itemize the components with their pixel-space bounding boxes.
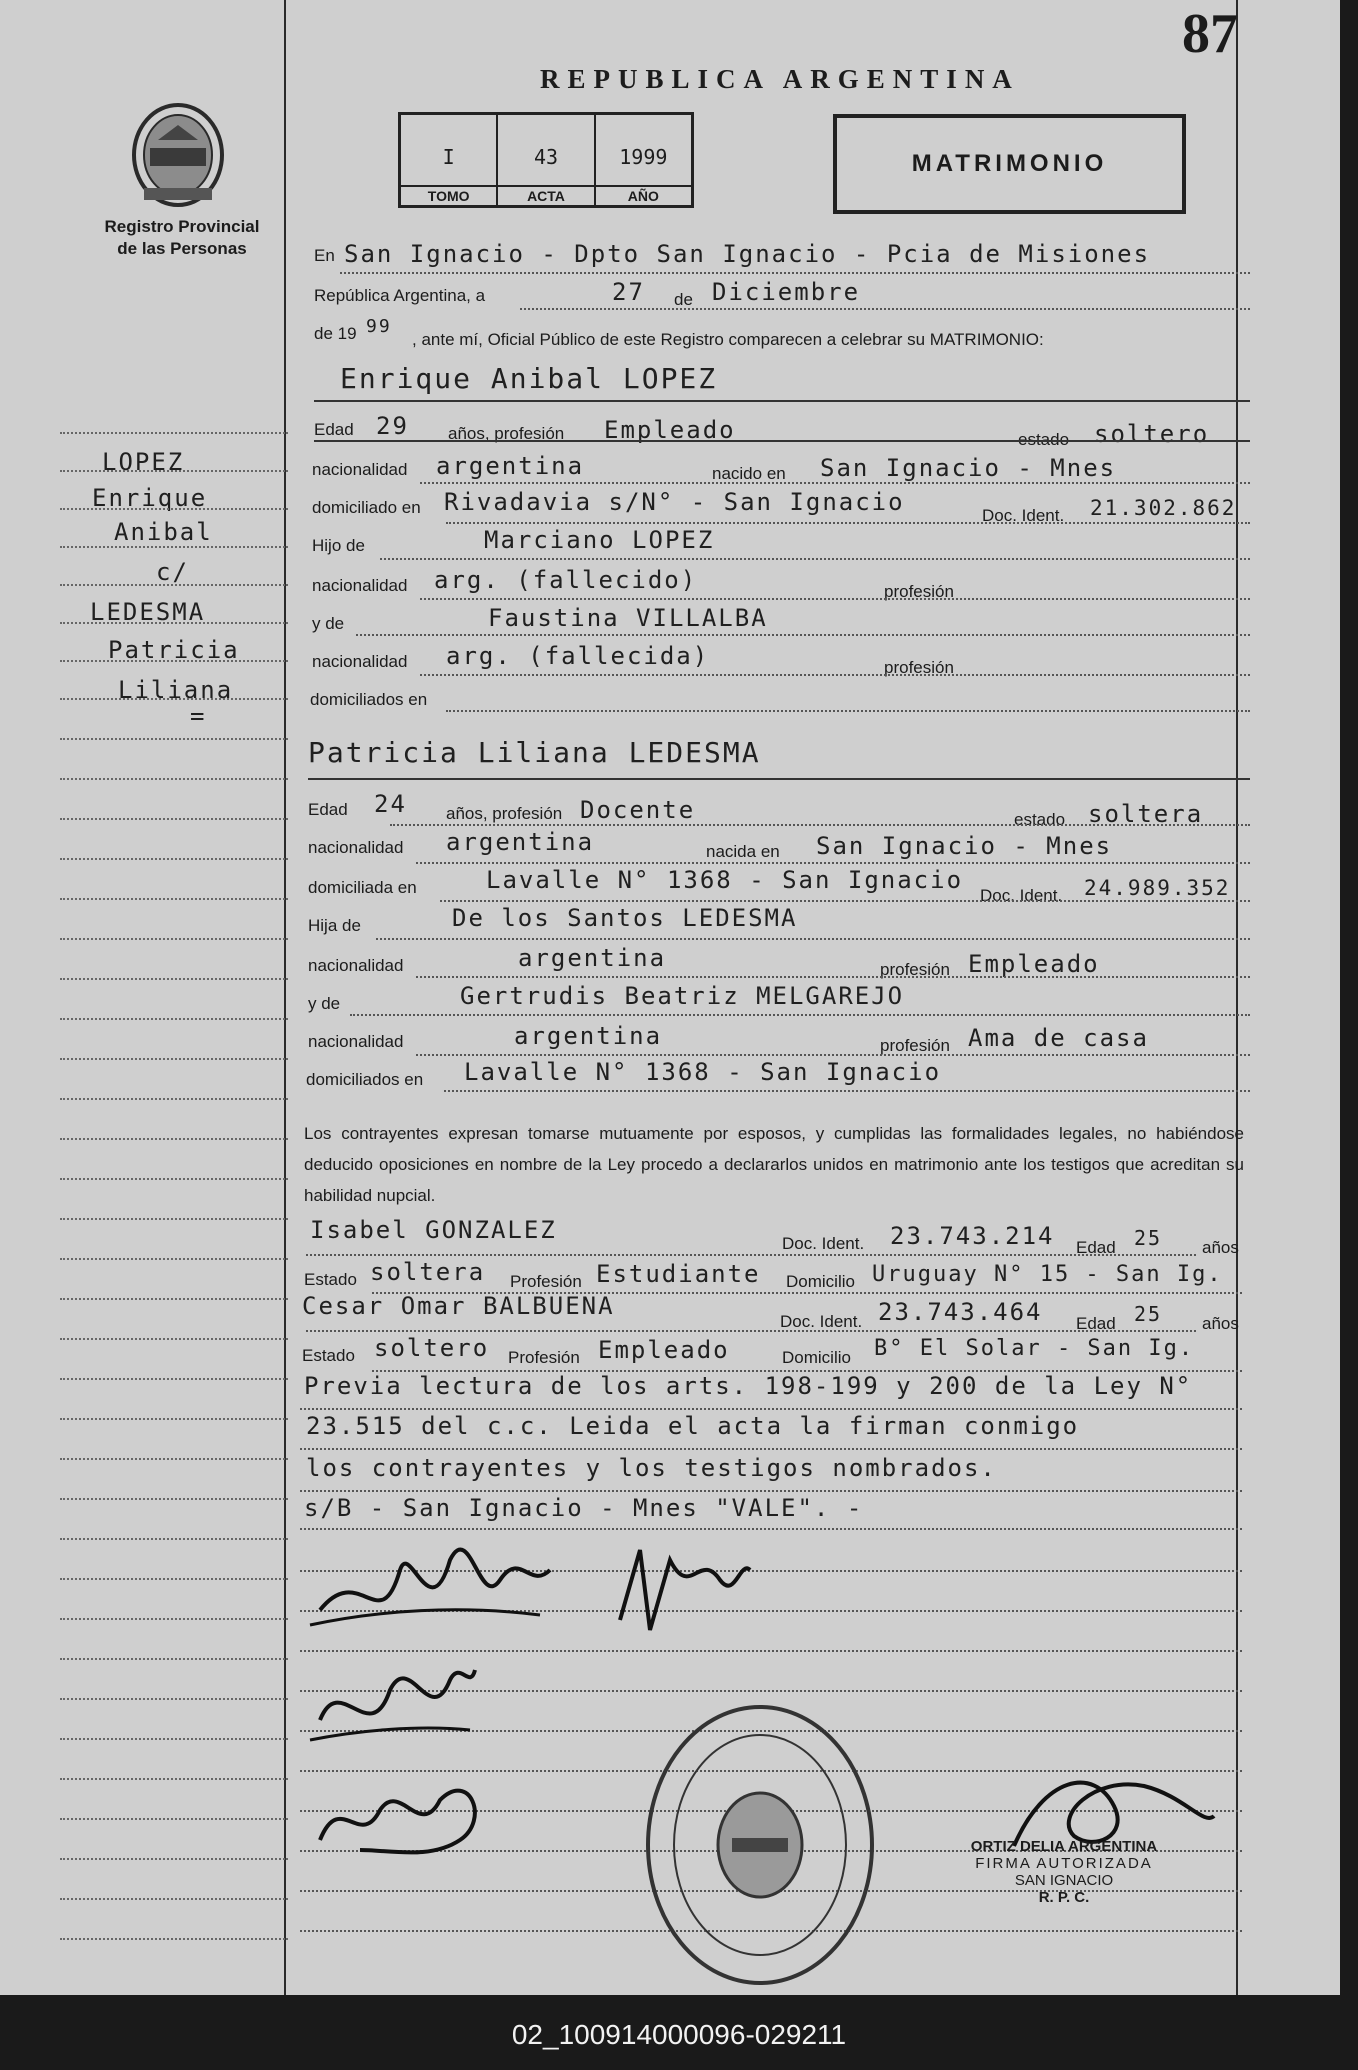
bride-father-nationality-line (416, 976, 1250, 978)
bride-father-nationality-label: nacionalidad (308, 956, 404, 975)
bride-doc-label: Doc. Ident. (980, 886, 1063, 905)
groom-father-nationality-label: nacionalidad (312, 576, 408, 595)
witness2-address: B° El Solar - San Ig. (874, 1336, 1195, 1361)
intro-sentence: , ante mí, Oficial Público de este Registro comparecen a celebrar su MATRIMONIO: (412, 330, 1044, 349)
bride-mother-nationality: argentina (514, 1022, 663, 1050)
witness1-line (306, 1254, 1196, 1256)
witness1-profession-label: Profesión (510, 1272, 582, 1291)
bride-name-line (308, 778, 1250, 780)
bride-mother-line (350, 1014, 1250, 1016)
witness1-address: Uruguay N° 15 - San Ig. (872, 1262, 1223, 1287)
witness2-profession-label: Profesión (508, 1348, 580, 1367)
date-line (520, 308, 1250, 310)
groom-mother-profession-label: profesión (884, 658, 954, 677)
witness2-age: 25 (1134, 1302, 1163, 1326)
bride-father: De los Santos LEDESMA (452, 904, 798, 932)
closing-line: s/B - San Ignacio - Mnes "VALE". - (304, 1494, 864, 1522)
closing-line: los contrayentes y los testigos nombrados. (306, 1454, 997, 1482)
bride-name: Patricia Liliana LEDESMA (308, 736, 761, 769)
groom-doc-label: Doc. Ident. (982, 506, 1065, 525)
country-title: REPUBLICA ARGENTINA (540, 64, 1020, 94)
groom-nationality-label: nacionalidad (312, 460, 408, 479)
margin-note-line: Liliana (118, 676, 234, 704)
page-number: 87 (1182, 3, 1238, 65)
bride-profession-label: años, profesión (446, 804, 563, 823)
bride-mother-label: y de (308, 994, 341, 1013)
bride-nationality: argentina (446, 828, 595, 856)
republica-label: República Argentina, a (314, 286, 486, 305)
declaration-paragraph: Los contrayentes expresan tomarse mutuamente por esposos, y cumplidas las formalidades legales, no habiéndose deducido oposiciones en nombre de la Ley procedo a declararlos unidos en matrimonio ante los testigos que acreditan su habilidad nupcial. (304, 1124, 1244, 1205)
groom-address-label: domiciliado en (312, 498, 421, 517)
bride-mother-profession-label: profesión (880, 1036, 950, 1055)
bride-status: soltera (1088, 800, 1204, 828)
witness2-name: Cesar Omar BALBUENA (302, 1292, 615, 1320)
witness2-years-label: años (1202, 1314, 1239, 1333)
groom-parents-address-line (446, 710, 1250, 712)
closing-line: 23.515 del c.c. Leida el acta la firman conmigo (306, 1412, 1080, 1440)
bride-mother-nationality-line (416, 1054, 1250, 1056)
margin-note-line: LEDESMA (90, 598, 206, 626)
groom-age: 29 (376, 412, 409, 440)
bride-nationality-line (416, 862, 1250, 864)
groom-age-label: Edad (314, 420, 354, 439)
left-margin-rule (284, 0, 286, 1995)
margin-note-line: Anibal (114, 518, 213, 546)
groom-mother-nationality: arg. (fallecida) (446, 642, 710, 670)
bride-birthplace-label: nacida en (706, 842, 780, 861)
witness2-profession: Empleado (598, 1336, 730, 1364)
groom-profession-label: años, profesión (448, 424, 565, 443)
bride-address-label: domiciliada en (308, 878, 417, 897)
witness1-doc: 23.743.214 (890, 1222, 1055, 1250)
official-stamp: ORTIZ DELIA ARGENTINA FIRMA AUTORIZADA SAN IGNACIO R. P. C. (970, 1838, 1158, 1906)
day-value: 27 (612, 278, 645, 306)
witness2-age-label: Edad (1076, 1314, 1116, 1333)
groom-birthplace-label: nacido en (712, 464, 786, 483)
margin-note-line: Enrique (92, 484, 208, 512)
margin-note-line: Patricia (108, 636, 240, 664)
bride-age-line (390, 824, 1250, 826)
groom-birthplace: San Ignacio - Mnes (820, 454, 1117, 482)
witness2-line (306, 1330, 1196, 1332)
groom-address-line (446, 522, 1250, 524)
groom-status: soltero (1094, 420, 1210, 448)
record-type-box: MATRIMONIO (833, 114, 1186, 214)
de19-label: de 19 (314, 324, 357, 343)
month-value: Diciembre (712, 278, 861, 306)
closing-ruling (300, 1408, 1242, 1410)
tomo-cell: I TOMO (401, 115, 498, 205)
bride-age-label: Edad (308, 800, 348, 819)
bride-father-nationality: argentina (518, 944, 667, 972)
groom-doc: 21.302.862 (1090, 496, 1237, 520)
groom-father: Marciano LOPEZ (484, 526, 715, 554)
bride-mother-profession: Ama de casa (968, 1024, 1149, 1052)
bride-status-label: estado (1014, 810, 1066, 829)
groom-father-profession-label: profesión (884, 582, 954, 601)
groom-mother-nationality-line (420, 674, 1250, 676)
bride-mother: Gertrudis Beatriz MELGAREJO (460, 982, 905, 1010)
provincial-seal-icon (128, 100, 228, 210)
witness1-signature (300, 1630, 480, 1770)
groom-father-label: Hijo de (312, 536, 365, 555)
margin-note-line: LOPEZ (102, 448, 185, 476)
margin-note-line: c/ (156, 558, 189, 586)
witness2-status-label: Estado (302, 1346, 355, 1365)
witness1-age: 25 (1134, 1226, 1163, 1250)
year-suffix: 99 (366, 316, 392, 337)
ministry-stamp-icon (640, 1700, 880, 1990)
groom-mother-line (356, 634, 1250, 636)
bride-doc: 24.989.352 (1084, 876, 1231, 900)
bride-father-label: Hija de (308, 916, 361, 935)
witness2-address-label: Domicilio (782, 1348, 851, 1367)
bride-mother-nationality-label: nacionalidad (308, 1032, 404, 1051)
place-value: San Ignacio - Dpto San Ignacio - Pcia de Misiones (344, 240, 1151, 268)
witness2-status: soltero (374, 1334, 490, 1362)
groom-age-line (314, 440, 1250, 442)
witness1-profession: Estudiante (596, 1260, 761, 1288)
groom-father-nationality-line (420, 598, 1250, 600)
groom-profession: Empleado (604, 416, 736, 444)
witness1-address-label: Domicilio (786, 1272, 855, 1291)
closing-ruling (300, 1490, 1242, 1492)
bride-parents-address-line (444, 1090, 1250, 1092)
witness1-doc-label: Doc. Ident. (782, 1234, 865, 1253)
de-label: de (674, 290, 693, 309)
bride-signature (600, 1520, 760, 1660)
anio-cell: 1999 AÑO (596, 115, 691, 205)
bride-parents-address: Lavalle N° 1368 - San Ignacio (464, 1058, 942, 1086)
witness1-status: soltera (370, 1258, 486, 1286)
bride-father-profession: Empleado (968, 950, 1100, 978)
witness1-years-label: años (1202, 1238, 1239, 1257)
en-label: En (314, 246, 335, 265)
place-line (340, 272, 1250, 274)
bride-parents-address-label: domiciliados en (306, 1070, 424, 1089)
bride-birthplace: San Ignacio - Mnes (816, 832, 1113, 860)
witness1-status-label: Estado (304, 1270, 357, 1289)
groom-father-line (380, 558, 1250, 560)
acta-cell: 43 ACTA (498, 115, 595, 205)
closing-line: Previa lectura de los arts. 198-199 y 200 de la Ley N° (304, 1372, 1193, 1400)
groom-mother-nationality-label: nacionalidad (312, 652, 408, 671)
bride-age: 24 (374, 790, 407, 818)
scan-footer-id: 02_100914000096-029211 (511, 2019, 847, 2050)
bride-father-profession-label: profesión (880, 960, 950, 979)
groom-nationality-line (420, 482, 1250, 484)
groom-father-nationality: arg. (fallecido) (434, 566, 698, 594)
groom-address: Rivadavia s/N° - San Ignacio (444, 488, 905, 516)
margin-note-line: = (190, 702, 207, 730)
witness2-doc-label: Doc. Ident. (780, 1312, 863, 1331)
groom-status-label: estado (1018, 430, 1070, 449)
groom-nationality: argentina (436, 452, 585, 480)
bride-profession: Docente (580, 796, 696, 824)
witness1-age-label: Edad (1076, 1238, 1116, 1257)
witness2-signature (300, 1760, 500, 1870)
witness2-doc: 23.743.464 (878, 1298, 1043, 1326)
bride-father-line (376, 938, 1250, 940)
bride-address: Lavalle N° 1368 - San Ignacio (486, 866, 964, 894)
right-margin-rule (1236, 0, 1238, 1995)
closing-ruling (300, 1448, 1242, 1450)
bride-nationality-label: nacionalidad (308, 838, 404, 857)
groom-name-line (314, 400, 1250, 402)
witness1-name: Isabel GONZALEZ (310, 1216, 557, 1244)
groom-mother: Faustina VILLALBA (488, 604, 768, 632)
registry-name: Registro Provincial de las Personas (104, 217, 260, 258)
groom-mother-label: y de (312, 614, 345, 633)
bride-address-line (440, 900, 1250, 902)
record-reference-box (398, 112, 694, 208)
groom-name: Enrique Anibal LOPEZ (340, 362, 718, 395)
groom-parents-address-label: domiciliados en (310, 690, 428, 709)
